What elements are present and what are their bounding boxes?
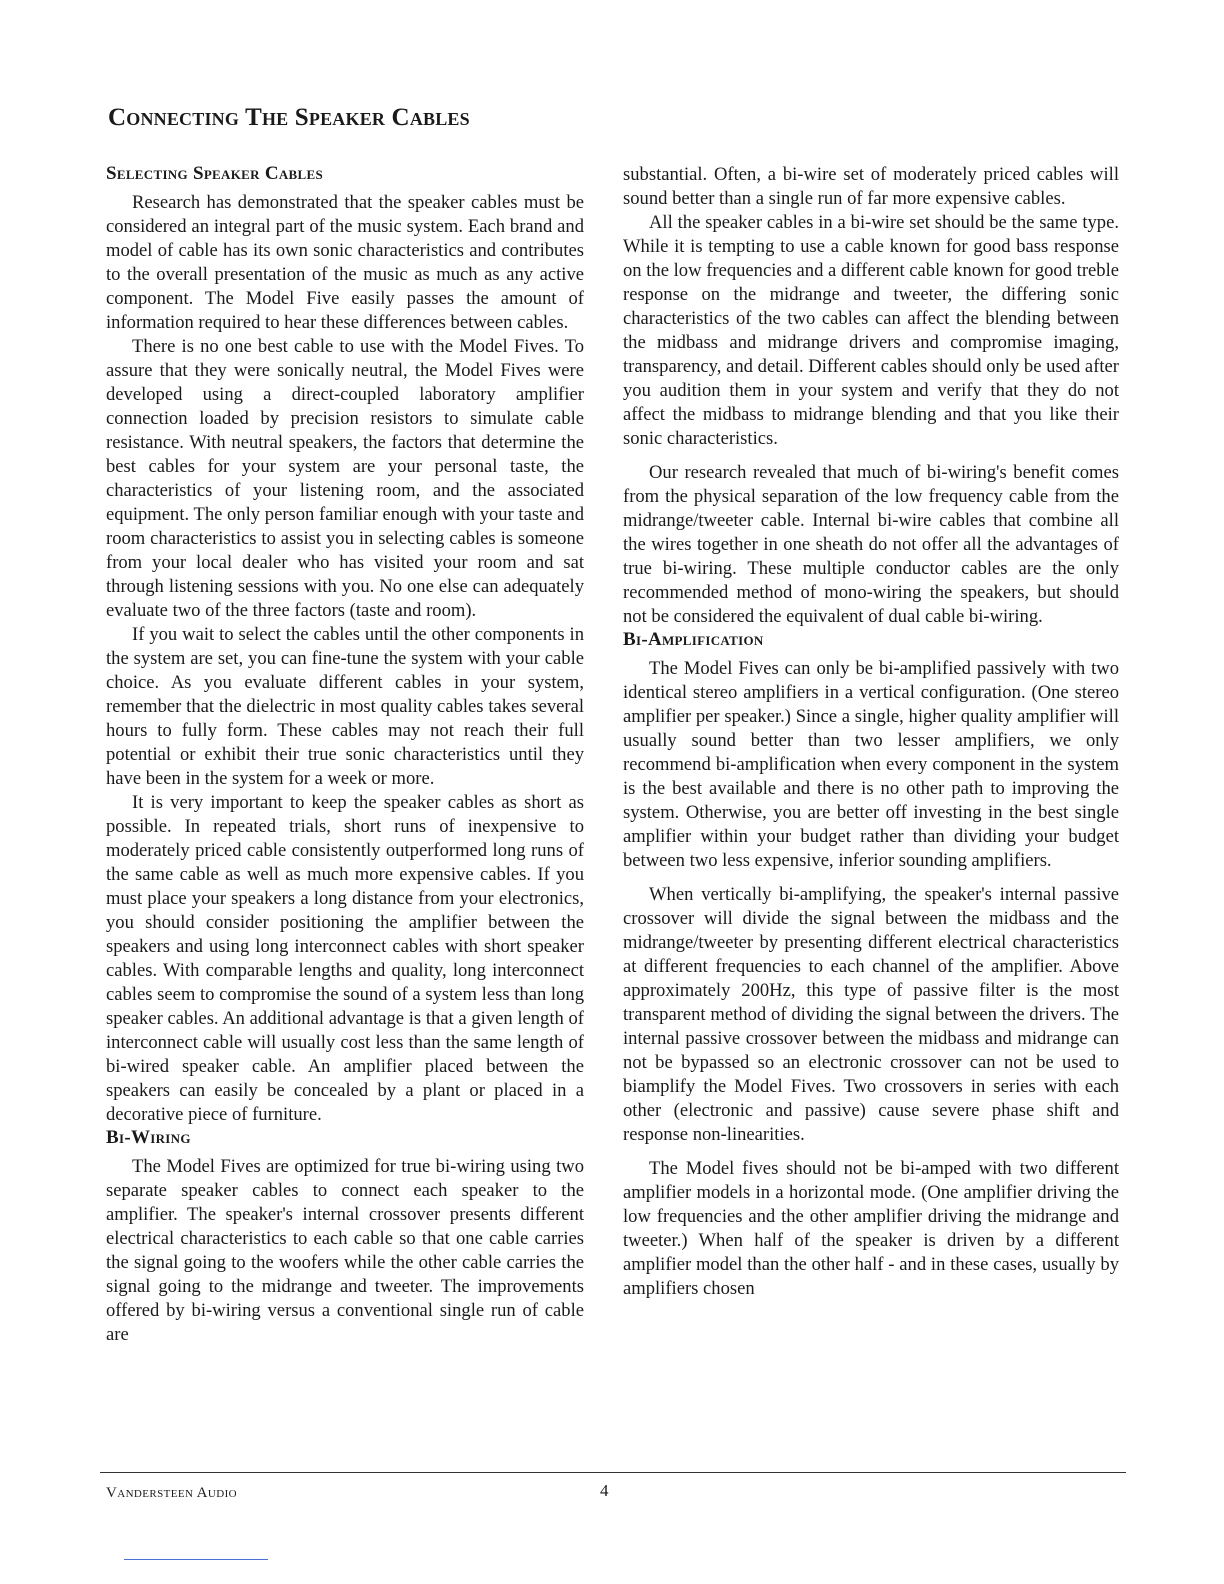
paragraph: The Model Fives are optimized for true bi-wiring using two separate speaker cables to connect each speaker to the amplifier. The speaker's internal crossover presents different electrical characteristics to each cable so that one cable carries the signal going to the woofers while the other cable carries the signal going to the midrange and tweeter. The improvements offered by bi-wiring versus a conventional single run of cable are [106, 1156, 584, 1345]
paragraph: If you wait to select the cables until the other components in the system are set, you can fine-tune the system with your cable choice. As you evaluate different cables in your system, remember that the dielectric in most quality cables takes several hours to fully form. These cables may not reach their full potential or exhibit their true sonic characteristics until they have been in the system for a week or more. [106, 624, 584, 789]
paragraph: All the speaker cables in a bi-wire set should be the same type. While it is tempting to use a cable known for good bass response on the low frequencies and a different cable known for good treble response on the midrange and tweeter, the differing sonic characteristics of the two cables can affect the blending between the midbass and midrange drivers and compromise imaging, transparency, and detail. Different cables should only be used after you audition them in your system and verify that they do not affect the midbass to midrange blending and that you like their sonic characteristics. [623, 212, 1119, 449]
footer-divider [100, 1472, 1126, 1473]
paragraph: The Model Fives can only be bi-amplified passively with two identical stereo amplifiers in a vertical configuration. (One stereo amplifier per speaker.) Since a single, higher quality amplifier will usually sound better than two lesser amplifiers, we only recommend bi-amplification when every component in the system is the best available and there is no other path to improving the system. Otherwise, you are better off investing in the best single amplifier within your budget rather than dividing your budget between two less expensive, inferior sounding amplifiers. [623, 658, 1119, 871]
decorative-line [124, 1559, 268, 1560]
paragraph: When vertically bi-amplifying, the speaker's internal passive crossover will divide the signal between the midbass and the midrange/tweeter by presenting different electrical characteristics at different frequencies to each channel of the amplifier. Above approximately 200Hz, this type of passive filter is the most transparent method of dividing the signal between the drivers. The internal passive crossover between the midbass and midrange can not be bypassed so an electronic crossover can not be used to biamplify the Model Fives. Two crossovers in series with each other (electronic and passive) cause severe phase shift and response non-linearities. [623, 884, 1119, 1145]
footer-brand: Vandersteen Audio [106, 1485, 237, 1501]
section-heading-bi-amplification: Bi-Amplification [623, 629, 764, 650]
paragraph: It is very important to keep the speaker cables as short as possible. In repeated trials, short runs of inexpensive to moderately priced cable consistently outperformed long runs of the same cable as well as much more expensive cables. If you must place your speakers a long distance from your electronics, you should consider positioning the amplifier between the speakers and using long interconnect cables with short speaker cables. With comparable lengths and quality, long interconnect cables seem to compromise the sound of a system less than long speaker cables. An additional advantage is that a given length of interconnect cable will usually cost less than the same length of bi-wired speaker cable. An amplifier placed between the speakers can easily be concealed by a plant or placed in a decorative piece of furniture. [106, 792, 584, 1125]
paragraph: Research has demonstrated that the speaker cables must be considered an integral part of the music system. Each brand and model of cable has its own sonic characteristics and contributes to the overall presentation of the music as much as any active component. The Model Five easily passes the amount of information required to hear these differences between cables. [106, 192, 584, 333]
paragraph-continued: substantial. Often, a bi-wire set of moderately priced cables will sound better than a single run of far more expensive cables. [623, 164, 1119, 209]
section-heading-selecting-cables: Selecting Speaker Cables [106, 163, 323, 184]
paragraph: There is no one best cable to use with the Model Fives. To assure that they were sonically neutral, the Model Fives were developed using a direct-coupled laboratory amplifier connection loaded by precision resistors to simulate cable resistance. With neutral speakers, the factors that determine the best cables for your system are your personal taste, the characteristics of your listening room, and the associated equipment. The only person familiar enough with your taste and room characteristics to assist you in selecting cables is someone from your local dealer who has visited your room and sat through listening sessions with you. No one else can adequately evaluate two of the three factors (taste and room). [106, 336, 584, 621]
left-column [106, 163, 584, 1347]
page-title: Connecting The Speaker Cables [108, 104, 470, 131]
paragraph: Our research revealed that much of bi-wiring's benefit comes from the physical separation of the low frequency cable from the midrange/tweeter cable. Internal bi-wire cables that combine all the wires together in one sheath do not offer all the advantages of true bi-wiring. These multiple conductor cables are the only recommended method of mono-wiring the speakers, but should not be considered the equivalent of dual cable bi-wiring. [623, 462, 1119, 627]
paragraph: The Model fives should not be bi-amped with two different amplifier models in a horizontal mode. (One amplifier driving the low frequencies and the other amplifier driving the midrange and tweeter.) When half of the speaker is driven by a different amplifier model than the other half - and in these cases, usually by amplifiers chosen [623, 1158, 1119, 1299]
right-column [623, 163, 1119, 1301]
section-heading-bi-wiring: Bi-Wiring [106, 1127, 191, 1148]
page-number: 4 [600, 1481, 609, 1500]
